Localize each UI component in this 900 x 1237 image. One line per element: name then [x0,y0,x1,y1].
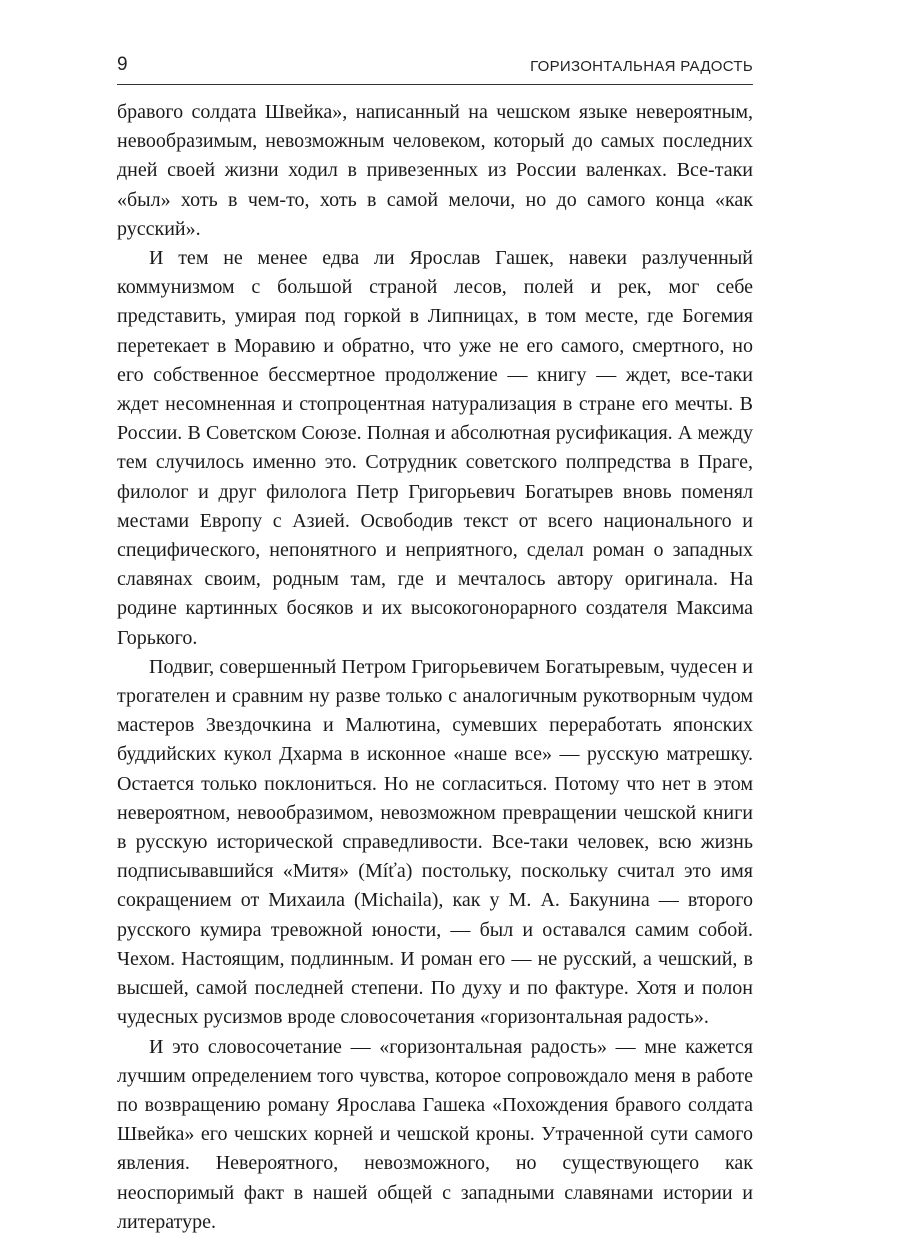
paragraph-2: И тем не менее едва ли Ярослав Гашек, навеки разлученный коммунизмом с большой страной лесов, полей и рек, мог себе представить, умирая под горкой в Липницах, в том месте, где Богемия перетекает в Моравию и обратно, что уже не его самого, смертного, но его собственное бессмертное продолжение — книгу — ждет, все-таки ждет несомненная и стопроцентная натурализация в стране его мечты. В России. В Советском Союзе. Полная и абсолютная русификация. А между тем случилось именно это. Сотрудник советского полпредства в Праге, филолог и друг филолога Петр Григорьевич Богатырев вновь поменял местами Европу с Азией. Освободив текст от всего национального и специфического, непонятного и неприятного, сделал роман о западных славянах своим, родным там, где и мечталось автору оригинала. На родине картинных босяков и их высокогонорарного создателя Максима Горького. [117,247,753,649]
paragraph-4: И это словосочетание — «горизонтальная радость» — мне кажется лучшим определением того чувства, которое сопровождало меня в работе по возвращению роману Ярослава Гашека «Похождения бравого солдата Швейка» его чешских корней и чешской кроны. Утраченной сути самого явления. Невероятного, невозможного, но существующего как неоспоримый факт в нашей общей с западными славянами истории и литературе. [117,1035,753,1233]
running-head [117,52,753,82]
paragraph-3: Подвиг, совершенный Петром Григорьевичем Богатыревым, чудесен и трогателен и сравним ну разве только с аналогичным рукотворным чудом мастеров Звездочкина и Малютина, сумевших переработать японских буддийских кукол Дхарма в исконное «наше все» — русскую матрешку. Остается только поклониться. Но не согласиться. Потому что нет в этом невероятном, невообразимом, невозможном превращении чешской книги в русскую исторической справедливости. Все-таки человек, всю жизнь подписывавшийся «Митя» (Míťa) постольку, поскольку считал это имя сокращением от Михаила (Michaila), как у М. А. Бакунина — второго русского кумира тревожной юности, — был и оставался самим собой. Чехом. Настоящим, подлинным. И роман его — не русский, а чешский, в высшей, самой последней степени. По духу и по фактуре. Хотя и полон чудесных русизмов вроде словосочетания «горизонтальная радость». [117,655,753,1029]
header-rule [117,84,753,85]
page-number: 9 [117,54,128,75]
running-title: ГОРИЗОНТАЛЬНАЯ РАДОСТЬ [530,58,753,75]
body-text [117,98,753,1237]
paragraph-1: бравого солдата Швейка», написанный на чешском языке невероятным, невообразимым, невозможным человеком, который до самых последних дней своей жизни ходил в привезенных из России валенках. Все-таки «был» хоть в чем-то, хоть в самой мелочи, но до самого конца «как русский». [117,101,753,240]
